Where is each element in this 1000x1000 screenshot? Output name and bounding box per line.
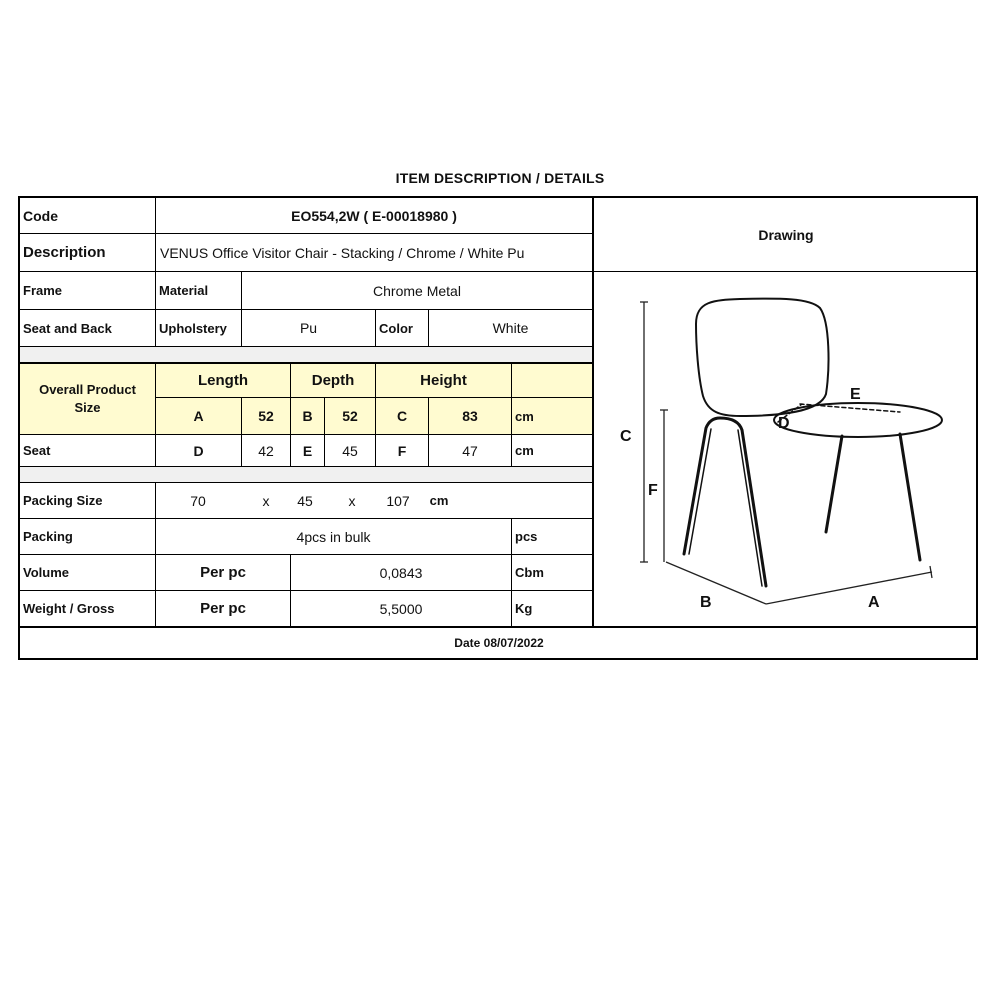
code-value: EO554,2W ( E-00018980 ) <box>291 207 457 224</box>
upholstery-value: Pu <box>299 320 318 336</box>
dim-a-value: 52 <box>258 408 274 424</box>
overall-unit: cm <box>515 408 534 424</box>
weight-label: Weight / Gross <box>23 601 115 616</box>
dim-a-marker: A <box>868 594 880 611</box>
volume-unit: Cbm <box>515 565 544 580</box>
weight-unit: Kg <box>515 601 533 616</box>
date-footer: Date 08/07/2022 <box>454 636 544 650</box>
seat-label: Seat <box>23 443 51 458</box>
chair-frame-left <box>684 418 766 586</box>
dim-b-marker: B <box>700 594 712 611</box>
chair-drawing <box>20 198 978 658</box>
dim-f-value: 47 <box>462 442 478 459</box>
chair-backrest <box>696 299 828 416</box>
dim-d-label: D <box>193 442 204 459</box>
material-label: Material <box>159 283 209 298</box>
sheet-title: ITEM DESCRIPTION / DETAILS <box>395 170 605 186</box>
color-label: Color <box>379 320 413 336</box>
seat-unit: cm <box>515 443 534 458</box>
packing-size-length: 70 <box>190 492 206 509</box>
packing-size-label: Packing Size <box>23 493 103 508</box>
code-label: Code <box>23 207 58 224</box>
description-value: VENUS Office Visitor Chair - Stacking / Chrome / White Pu <box>160 244 525 261</box>
volume-per: Per pc <box>200 564 246 581</box>
description-label: Description <box>23 244 106 261</box>
length-header: Length <box>198 372 248 389</box>
color-value: White <box>492 320 529 336</box>
dim-d-value: 42 <box>258 442 274 459</box>
dim-e-marker: E <box>850 386 861 403</box>
packing-value: 4pcs in bulk <box>296 528 371 545</box>
volume-label: Volume <box>23 565 69 580</box>
item-details-sheet <box>18 196 978 660</box>
dim-b-label: B <box>302 408 313 424</box>
dim-f-label: F <box>397 442 407 459</box>
overall-size-label: Overall Product Size <box>39 382 136 415</box>
upholstery-label: Upholstery <box>159 320 227 336</box>
weight-value: 5,5000 <box>379 600 423 617</box>
dim-a-label: A <box>193 408 204 424</box>
packing-size-unit: cm <box>429 493 449 508</box>
weight-per: Per pc <box>200 600 246 617</box>
material-value: Chrome Metal <box>373 282 461 299</box>
frame-label: Frame <box>23 283 63 298</box>
dim-c-label: C <box>396 408 408 424</box>
dim-e-label: E <box>302 442 313 459</box>
seat-back-label: Seat and Back <box>23 320 112 336</box>
dim-e-value: 45 <box>342 442 358 459</box>
packing-size-height: 107 <box>386 492 410 509</box>
packing-size-x: x <box>348 492 356 509</box>
packing-size-x: x <box>262 492 270 509</box>
dim-c-marker: C <box>620 428 632 445</box>
chair-leg-back-right <box>900 434 920 560</box>
depth-header: Depth <box>311 372 355 389</box>
height-header: Height <box>420 372 467 389</box>
dim-c-value: 83 <box>462 408 478 424</box>
packing-label: Packing <box>23 529 73 544</box>
dim-f-marker: F <box>648 482 658 499</box>
dim-d-marker: D <box>778 415 790 432</box>
chair-leg-back-left <box>826 436 842 532</box>
volume-value: 0,0843 <box>379 564 423 581</box>
dim-b-value: 52 <box>342 408 358 424</box>
packing-size-depth: 45 <box>297 492 313 509</box>
drawing-label: Drawing <box>758 226 814 243</box>
packing-unit: pcs <box>515 529 538 544</box>
